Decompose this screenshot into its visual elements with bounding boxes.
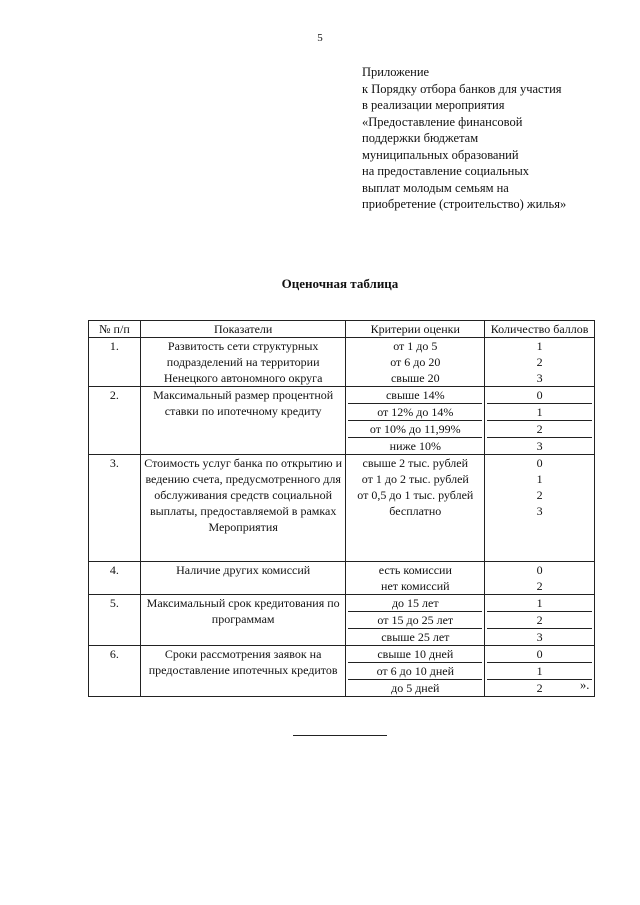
- row-number: 5.: [89, 595, 141, 646]
- criteria-item: до 15 лет: [391, 596, 439, 610]
- closing-quote: ».: [580, 678, 590, 692]
- points-item: 2: [487, 421, 592, 438]
- appendix-line: на предоставление социальных: [362, 164, 530, 178]
- criteria-item: от 0,5 до 1 тыс. рублей: [357, 488, 474, 502]
- row-criteria: [346, 595, 485, 646]
- row-points: [485, 562, 595, 595]
- table-row: [89, 387, 595, 455]
- appendix-line: Приложение: [362, 65, 430, 79]
- row-criteria: [346, 455, 485, 562]
- points-item: 1: [536, 472, 543, 486]
- criteria-item: бесплатно: [389, 504, 442, 518]
- row-indicator: Наличие других комиссий: [140, 562, 346, 595]
- points-item: 0: [536, 388, 543, 402]
- row-points: [485, 455, 595, 562]
- row-criteria: [346, 646, 485, 697]
- row-indicator: Максимальный размер процентной ставки по ипотечному кредиту: [140, 387, 346, 455]
- criteria-item: ниже 10%: [348, 438, 482, 455]
- row-indicator: Сроки рассмотрения заявок на предоставление ипотечных кредитов: [140, 646, 346, 697]
- table-row: [89, 455, 595, 562]
- row-number: 3.: [89, 455, 141, 562]
- criteria-item: от 1 до 5: [393, 339, 438, 353]
- header-number: № п/п: [89, 321, 141, 338]
- row-number: 6.: [89, 646, 141, 697]
- row-indicator: Развитость сети структурных подразделений на территории Ненецкого автономного округа: [140, 338, 346, 387]
- points-item: 1: [536, 339, 543, 353]
- table-row: [89, 562, 595, 595]
- row-number: 2.: [89, 387, 141, 455]
- points-item: 2: [487, 680, 592, 697]
- points-item: 2: [487, 612, 592, 629]
- criteria-item: нет комиссий: [381, 579, 450, 593]
- page-title: Оценочная таблица: [281, 276, 399, 291]
- appendix-header: [362, 64, 566, 213]
- table-header-row: [89, 321, 595, 338]
- appendix-line: приобретение (строительство) жилья»: [362, 197, 567, 211]
- points-item: 0: [536, 563, 543, 577]
- appendix-line: выплат молодым семьям на: [362, 180, 509, 195]
- criteria-item: до 5 дней: [348, 680, 482, 697]
- row-number: 1.: [89, 338, 141, 387]
- header-points: Количество баллов: [485, 321, 595, 338]
- criteria-item: свыше 25 лет: [348, 629, 482, 646]
- criteria-item: от 15 до 25 лет: [348, 612, 482, 629]
- evaluation-table: [88, 320, 595, 697]
- points-item: 2: [536, 488, 543, 502]
- criteria-item: от 1 до 2 тыс. рублей: [361, 472, 469, 486]
- criteria-item: от 6 до 20: [390, 355, 441, 369]
- points-item: 3: [536, 504, 543, 518]
- divider-line: [293, 735, 387, 736]
- appendix-line: муниципальных образований: [362, 147, 519, 162]
- criteria-item: от 12% до 14%: [348, 404, 482, 421]
- row-indicator: Стоимость услуг банка по открытию и ведению счета, предусмотренного для обслуживания средств социальной выплаты, предоставляемой в рамках Мероприятия: [140, 455, 346, 562]
- points-item: 0: [536, 456, 543, 470]
- points-item: 1: [536, 596, 543, 610]
- points-item: 0: [536, 647, 543, 661]
- row-criteria: [346, 338, 485, 387]
- criteria-item: свыше 10 дней: [377, 647, 454, 661]
- points-item: 1: [487, 663, 592, 680]
- criteria-item: свыше 14%: [385, 388, 445, 402]
- criteria-item: свыше 2 тыс. рублей: [362, 456, 469, 470]
- page-number: 5: [317, 32, 323, 44]
- table-row: [89, 595, 595, 646]
- row-indicator: Максимальный срок кредитования по программам: [140, 595, 346, 646]
- appendix-line: поддержки бюджетам: [362, 131, 479, 145]
- points-item: 2: [536, 579, 543, 593]
- points-item: 3: [487, 438, 592, 455]
- header-criteria: Критерии оценки: [346, 321, 485, 338]
- points-item: 2: [536, 355, 543, 369]
- row-criteria: [346, 387, 485, 455]
- appendix-line: в реализации мероприятия: [362, 98, 505, 112]
- row-criteria: [346, 562, 485, 595]
- row-points: [485, 387, 595, 455]
- row-points: [485, 646, 595, 697]
- criteria-item: свыше 20: [390, 371, 440, 385]
- criteria-item: есть комиссии: [378, 563, 452, 577]
- header-indicator: Показатели: [140, 321, 346, 338]
- appendix-line: к Порядку отбора банков для участия: [362, 81, 562, 96]
- criteria-item: от 10% до 11,99%: [348, 421, 482, 438]
- criteria-item: от 6 до 10 дней: [348, 663, 482, 680]
- table-row: [89, 338, 595, 387]
- row-points: [485, 338, 595, 387]
- row-number: 4.: [89, 562, 141, 595]
- points-item: 1: [487, 404, 592, 421]
- row-points: [485, 595, 595, 646]
- appendix-line: «Предоставление финансовой: [362, 114, 523, 129]
- points-item: 3: [487, 629, 592, 646]
- table-row: [89, 646, 595, 697]
- points-item: 3: [536, 371, 543, 385]
